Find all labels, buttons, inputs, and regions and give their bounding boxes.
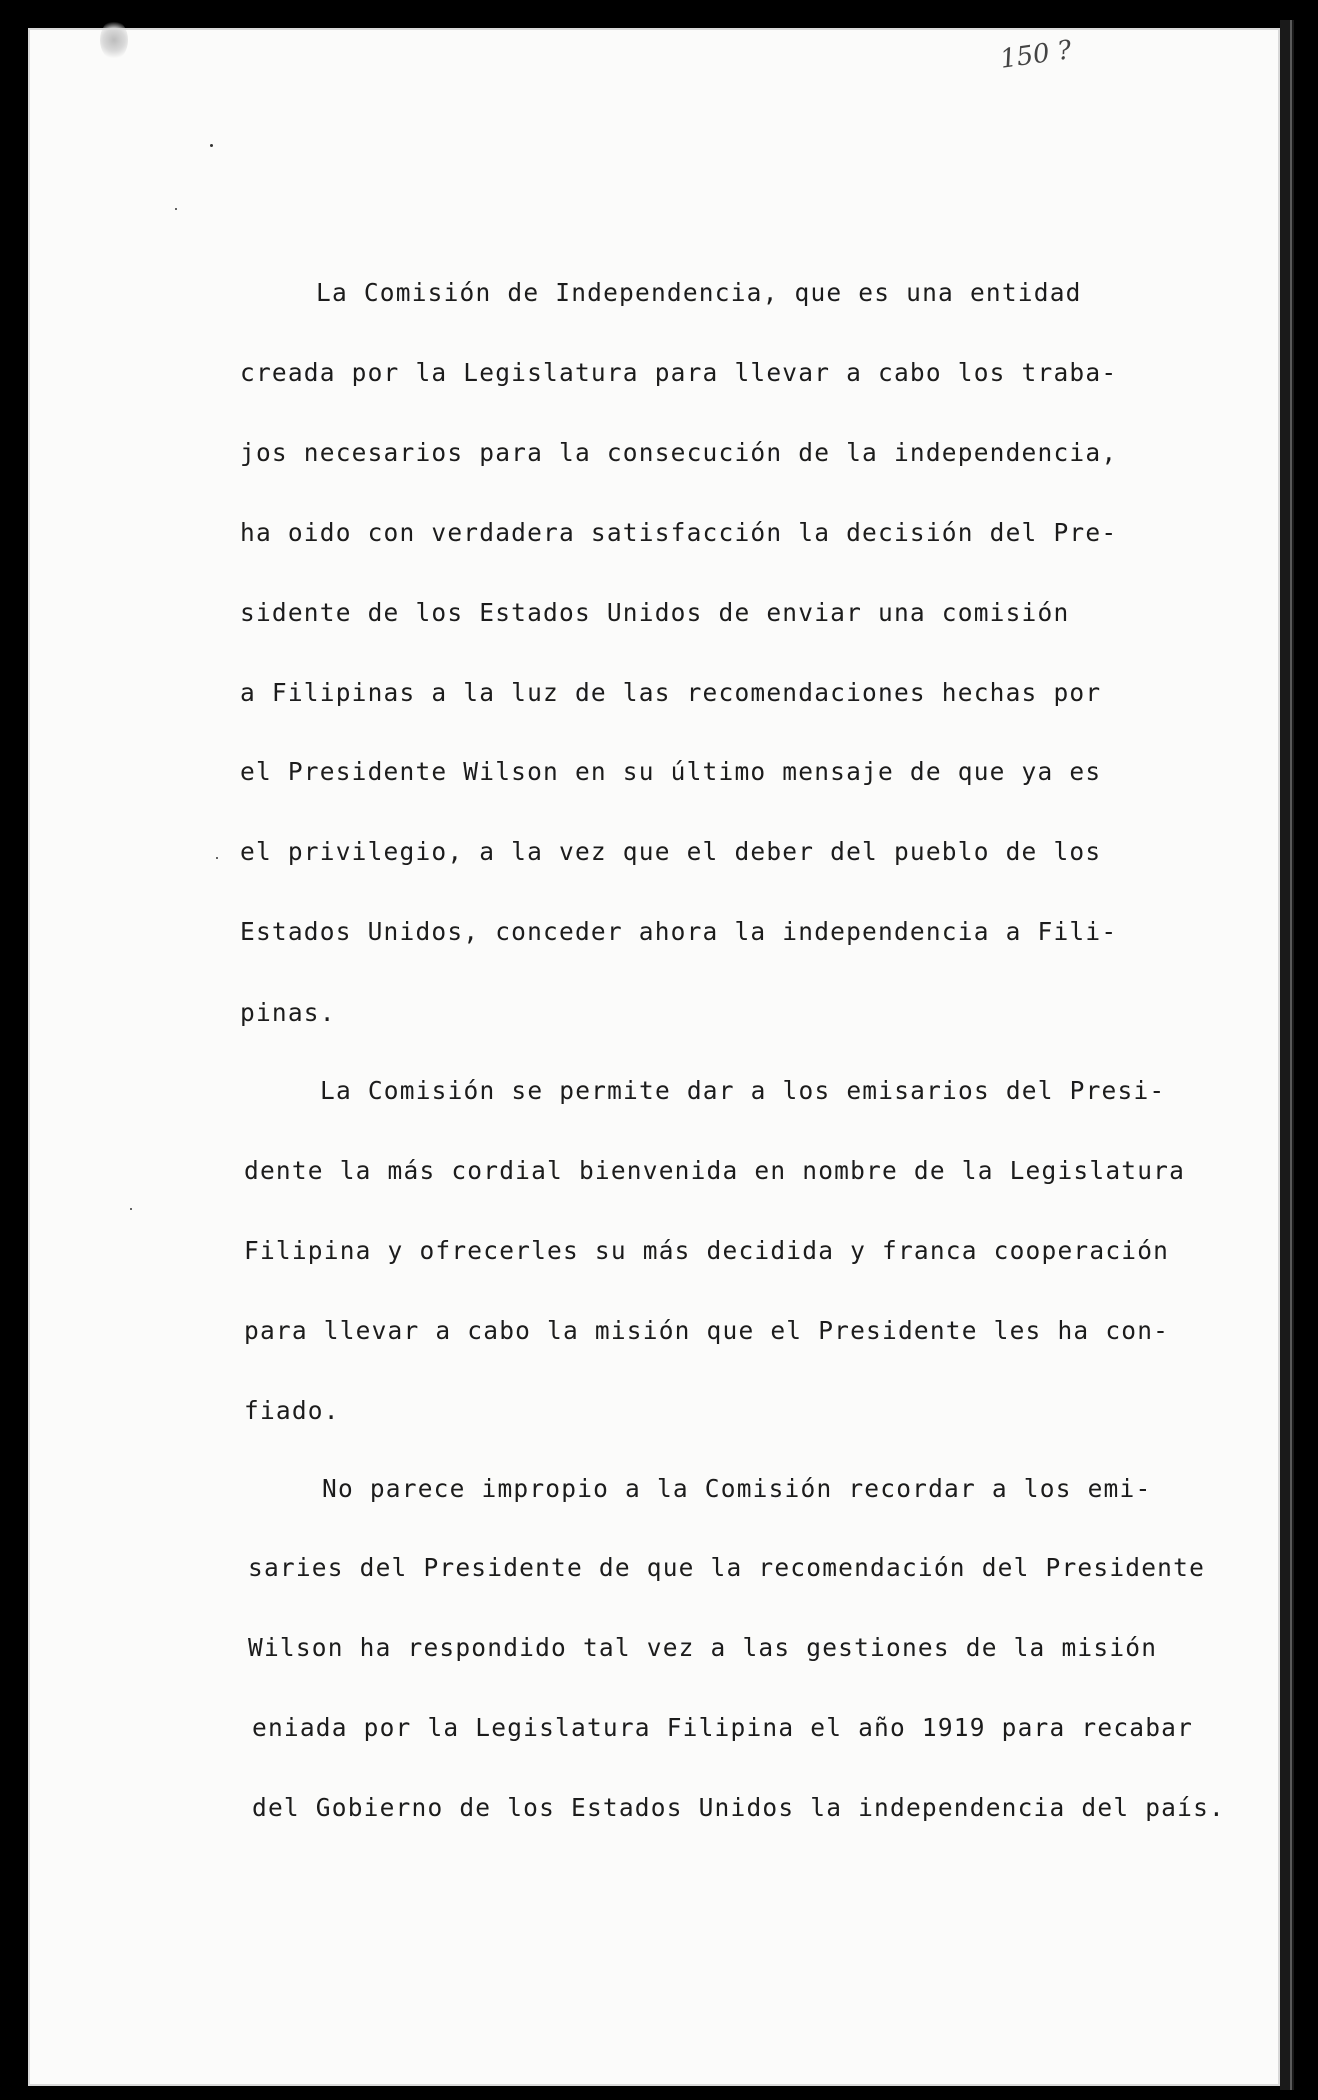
text-line: sidente de los Estados Unidos de enviar una comisión bbox=[240, 598, 1070, 627]
page-edge-line bbox=[1290, 20, 1292, 2090]
text-line: ha oido con verdadera satisfacción la decisión del Pre- bbox=[240, 518, 1118, 547]
text-line: jos necesarios para la consecución de la independencia, bbox=[240, 438, 1118, 467]
text-line: del Gobierno de los Estados Unidos la independencia del país. bbox=[252, 1793, 1225, 1822]
text-line: No parece impropio a la Comisión recordar a los emi- bbox=[322, 1474, 1152, 1503]
text-line: el privilegio, a la vez que el deber del pueblo de los bbox=[240, 837, 1102, 866]
paper-speck bbox=[210, 144, 213, 147]
text-line: a Filipinas a la luz de las recomendaciones hechas por bbox=[240, 678, 1102, 707]
folio-mark: 150 ? bbox=[998, 35, 1074, 75]
text-line: pinas. bbox=[240, 998, 336, 1027]
text-line: fiado. bbox=[244, 1396, 340, 1425]
text-line: La Comisión se permite dar a los emisarios del Presi- bbox=[320, 1076, 1166, 1105]
text-line: Estados Unidos, conceder ahora la independencia a Fili- bbox=[240, 917, 1118, 946]
text-line: el Presidente Wilson en su último mensaje de que ya es bbox=[240, 757, 1102, 786]
text-line: dente la más cordial bienvenida en nombre de la Legislatura bbox=[244, 1156, 1186, 1185]
text-line: creada por la Legislatura para llevar a cabo los traba- bbox=[240, 358, 1118, 387]
text-line: Wilson ha respondido tal vez a las gestiones de la misión bbox=[248, 1633, 1158, 1662]
text-line: Filipina y ofrecerles su más decidida y franca cooperación bbox=[244, 1236, 1170, 1265]
paper-speck bbox=[175, 208, 177, 210]
text-line: saries del Presidente de que la recomendación del Presidente bbox=[248, 1553, 1206, 1582]
paper-stain bbox=[100, 20, 128, 60]
text-line: eniada por la Legislatura Filipina el año 1919 para recabar bbox=[252, 1713, 1194, 1742]
paper-speck bbox=[216, 857, 218, 859]
paper-speck bbox=[130, 1208, 132, 1210]
document-page bbox=[28, 28, 1280, 2086]
text-line: La Comisión de Independencia, que es una entidad bbox=[316, 278, 1082, 307]
text-line: para llevar a cabo la misión que el Presidente les ha con- bbox=[244, 1316, 1170, 1345]
